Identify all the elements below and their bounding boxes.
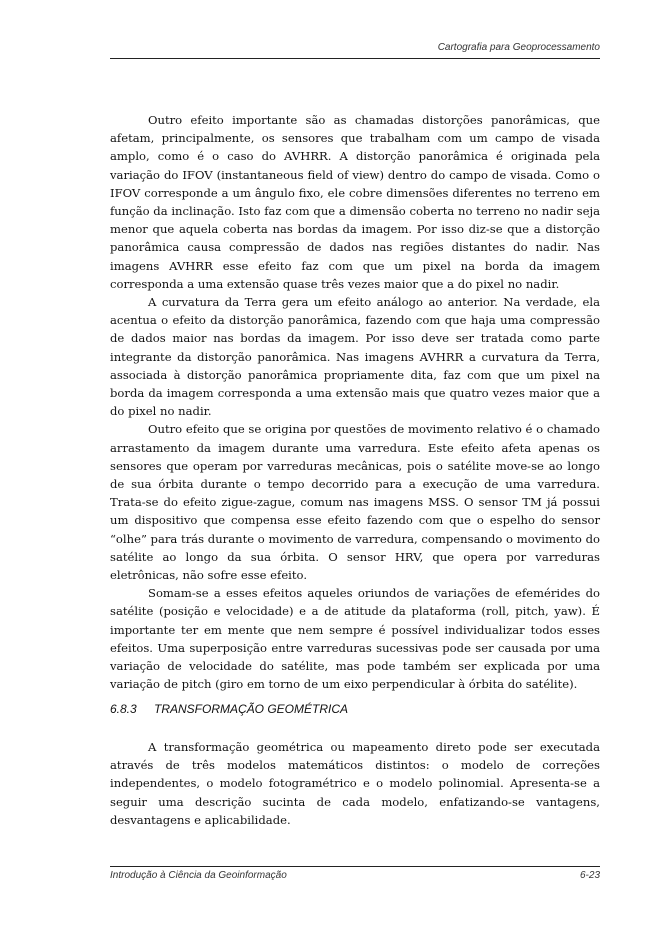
running-header: Cartografia para Geoprocessamento xyxy=(437,42,600,53)
section-title: TRANSFORMAÇÃO GEOMÉTRICA xyxy=(154,702,349,716)
paragraph-geometric-transformation: A transformação geométrica ou mapeamento direto pode ser executada através de três modelos matemáticos distintos: o modelo de correções independentes, o modelo fotogramétrico e o modelo polinomial. Apresenta-se a seguir uma descrição sucinta de cada modelo, enfatizando-se vantagens, desvantagens e aplicabilidade. xyxy=(110,740,600,827)
paragraph-scan-skew: Outro efeito que se origina por questões de movimento relativo é o chamado arrastamento da imagem durante uma varredura. Este efeito afeta apenas os sensores que operam por varreduras mecânicas, pois o satélite move-se ao longo de sua órbita durante o tempo decorrido para a execução de uma varredura. Trata-se do efeito zigue-zague, comum nas imagens MSS. O sensor TM já possui um dispositivo que compensa esse efeito fazendo com que o espelho do sensor “olhe” para trás durante o movimento de varredura, compensando o movimento do satélite ao longo da sua órbita. O sensor HRV, que opera por varreduras eletrônicas, não sofre esse efeito. xyxy=(110,422,601,583)
section-body xyxy=(110,738,600,829)
paragraph-ephemeris-attitude: Somam-se a esses efeitos aqueles oriundos de variações de efemérides do satélite (posição e velocidade) e a de atitude da plataforma (roll, pitch, yaw). É importante ter em mente que nem sempre é possível individualizar todos esses efeitos. Uma superposição entre varreduras sucessivas pode ser causada por uma variação de velocidade do satélite, mas pode também ser explicada por uma variação de pitch (giro em torno de um eixo perpendicular à órbita do satélite). xyxy=(110,586,600,692)
section-heading xyxy=(110,700,600,718)
page-number: 6-23 xyxy=(579,870,600,881)
paragraph-panoramic-distortion: Outro efeito importante são as chamadas distorções panorâmicas, que afetam, principalmente, os sensores que trabalham com um campo de visada amplo, como é o caso do AVHRR. A distorção panorâmica é originada pela variação do IFOV (instantaneous field of view) dentro do campo de visada. Como o IFOV corresponde a um ângulo fixo, ele cobre dimensões diferentes no terreno em função da inclinação. Isto faz com que a dimensão coberta no terreno no nadir seja menor que aquela coberta nas bordas da imagem. Por isso diz-se que a distorção panorâmica causa compressão de dados nas regiões distantes do nadir. Nas imagens AVHRR esse efeito faz com que um pixel na borda da imagem corresponda a uma extensão quase três vezes maior que a do pixel no nadir. xyxy=(110,113,600,291)
body-text xyxy=(110,111,600,694)
header-rule xyxy=(110,58,600,59)
footer-title: Introdução à Ciência da Geoinformação xyxy=(110,870,287,881)
running-footer xyxy=(110,868,600,884)
section-number: 6.8.3 xyxy=(110,702,137,716)
paragraph-earth-curvature: A curvatura da Terra gera um efeito análogo ao anterior. Na verdade, ela acentua o efeito da distorção panorâmica, fazendo com que haja uma compressão de dados maior nas bordas da imagem. Por isso deve ser tratada como parte integrante da distorção panorâmica. Nas imagens AVHRR a curvatura da Terra, associada à distorção panorâmica propriamente dita, faz com que um pixel na borda da imagem corresponda a uma extensão mais que quatro vezes maior que a do pixel no nadir. xyxy=(110,295,600,419)
footer-rule xyxy=(110,866,600,867)
